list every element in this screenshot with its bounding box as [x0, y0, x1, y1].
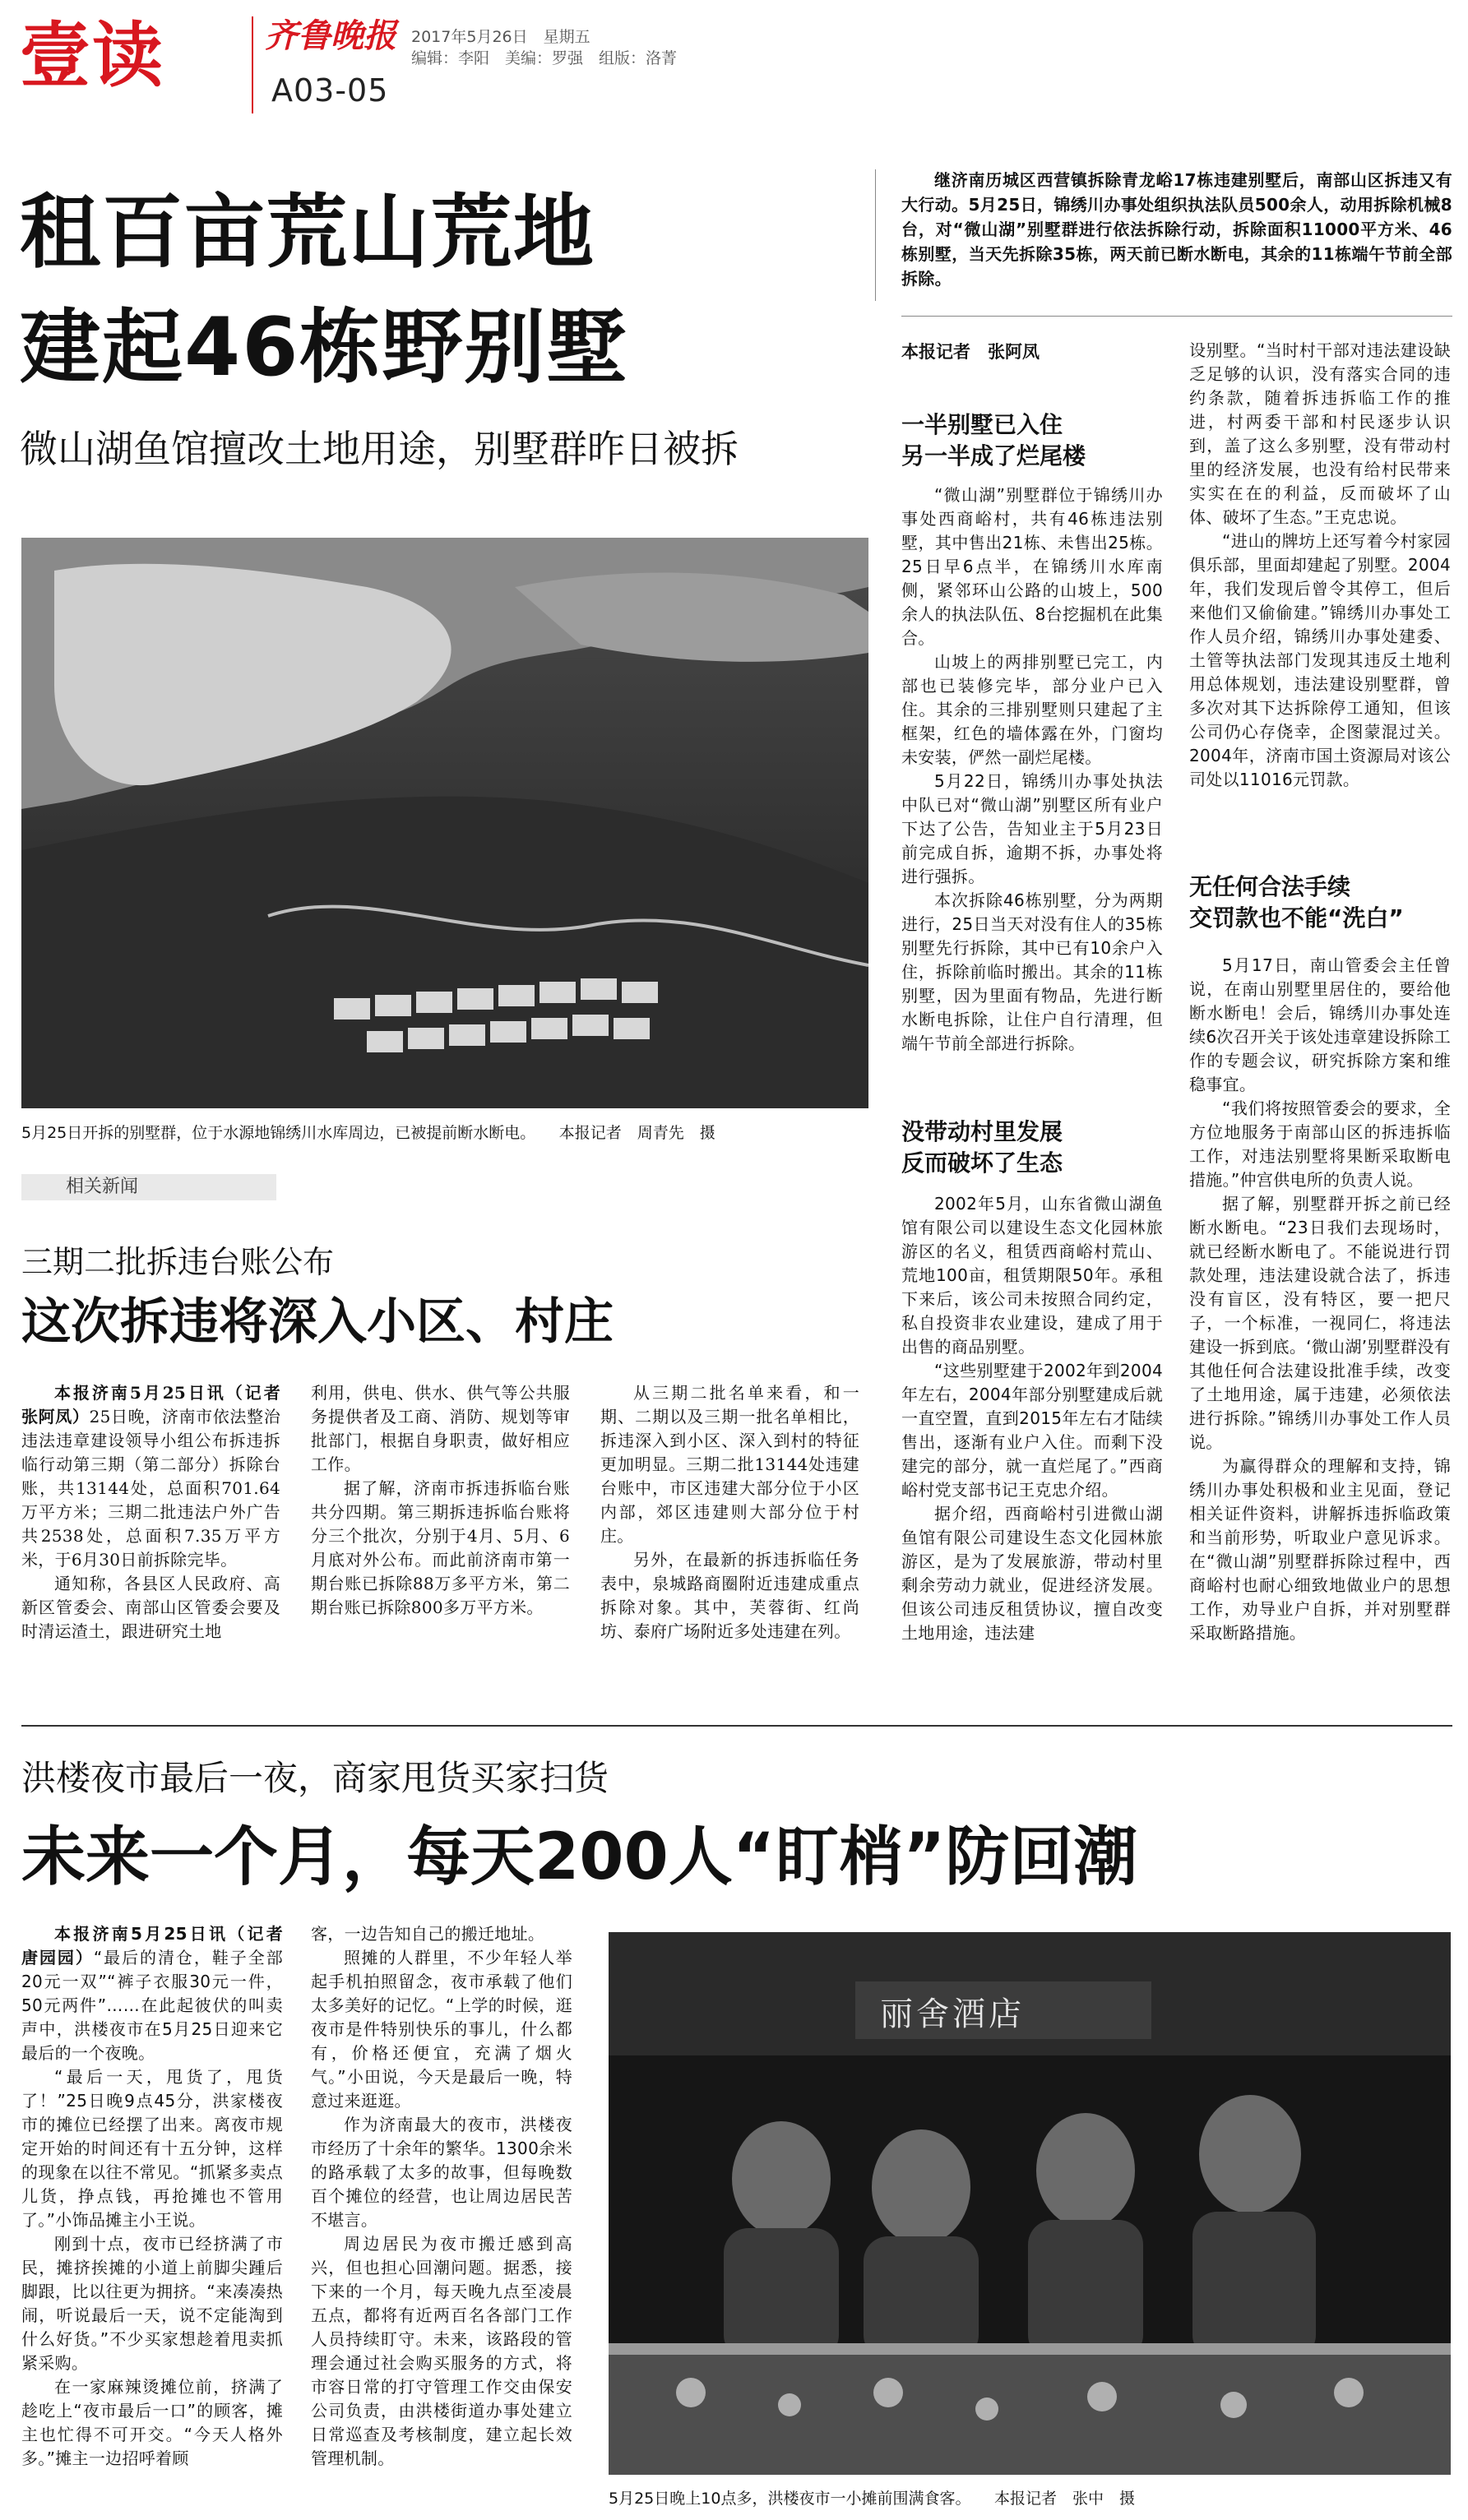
story1-col2-lower: [1189, 954, 1451, 1645]
story1-col1-lower: [901, 1192, 1163, 1645]
paragraph: 本次拆除46栋别墅，分为两期进行，25日当天对没有住人的35栋别墅先行拆除，其中已有10余户入住，拆除前临时搬出。其余的11栋别墅，因为里面有物品，先进行断水断电拆除，让住户自行清理，但端午节前全部进行拆除。: [901, 890, 1163, 1053]
paragraph: “这些别墅建于2002年到2004年左右，2004年部分别墅建成后就一直空置，直到2015年左右才陆续售出，逐渐有业户入住。而剩下没建完的部分，就一直烂尾了。”西商峪村党支部书记王克忠介绍。: [901, 1361, 1163, 1500]
paragraph: 周边居民为夜市搬迁感到高兴，但也担心回潮问题。据悉，接下来的一个月，每天晚九点至凌晨五点，都将有近两百名各部门工作人员持续盯守。未来，该路段的管理会通过社会购买服务的方式，将市容日常的打守管理工作交由保安公司负责，由洪楼街道办事处建立日常巡查及考核制度，建立起长效管理机制。: [311, 2234, 572, 2468]
story2-col2: [311, 1381, 570, 1620]
story2-headline: 这次拆违将深入小区、村庄: [21, 1293, 614, 1351]
sub1-line2: 另一半成了烂尾楼: [901, 442, 1086, 469]
story1-subhead2: [901, 1117, 1173, 1179]
lead-left-rule: [875, 169, 876, 301]
story3-col2: [311, 1922, 572, 2471]
story2-byline: 本报济南5月25日讯（记者 张阿凤）: [21, 1383, 298, 1426]
paragraph: 据了解，别墅群开拆之前已经断水断电。“23日我们去现场时，就已经断水断电了。不能说进行罚款处理，违法建设就合法了，拆违没有盲区，没有特区，要一把尺子，一个标准，一视同仁，将违法建设一拆到底。‘微山湖’别墅群没有其他任何合法建设批准手续，改变了土地用途，属于违建，必须依法进行拆除。”锦绣川办事处工作人员说。: [1189, 1194, 1451, 1452]
sub1-line1: 一半别墅已入住: [901, 411, 1063, 438]
story2-kicker: 三期二批拆违台账公布: [21, 1244, 335, 1280]
story2-col3: [600, 1381, 859, 1644]
story1-col1-upper: [901, 483, 1163, 1056]
paper-logo: 齐鲁晚报: [265, 16, 396, 55]
story1-lead: 继济南历城区西营镇拆除青龙峪17栋违建别墅后，南部山区拆违又有大行动。5月25日，锦绣川办事处组织执法队员500余人，动用拆除机械8台，对“微山湖”别墅群进行依法拆除行动，拆除面积11000平方米、46栋别墅，当天先拆除35栋，两天前已断水断电，其余的11栋端午节前全部拆除。: [901, 170, 1452, 289]
story1-col2-upper: [1189, 339, 1451, 792]
paragraph: 利用，供电、供水、供气等公共服务提供者及工商、消防、规划等审批部门，根据自身职责，做好相应工作。: [311, 1383, 570, 1474]
story1-headline-line1: 租百亩荒山荒地: [20, 186, 596, 280]
paragraph: 在一家麻辣烫摊位前，挤满了趁吃上“夜市最后一口”的顾客，摊主也忙得不可开交。“今天人格外多。”摊主一边招呼着顾: [21, 2377, 283, 2468]
story2-col1: [21, 1381, 298, 1644]
paragraph: “微山湖”别墅群位于锦绣川办事处西商峪村，共有46栋违法别墅，其中售出21栋、未售出25栋。25日早6点半，在锦绣川水库南侧，紧邻环山公路的山坡上，500余人的执法队伍、8台挖掘机在此集合。: [901, 485, 1163, 648]
story3-kicker: 洪楼夜市最后一夜，商家甩货买家扫货: [21, 1758, 609, 1798]
section-title: 壹读: [20, 15, 164, 97]
sub3-line2: 交罚款也不能“洗白”: [1189, 904, 1404, 932]
story1-headline-line2: 建起46栋野别墅: [20, 301, 629, 395]
paragraph: 山坡上的两排别墅已完工，内部也已装修完毕，部分业户已入住。其余的三排别墅则只建起了主框架，红色的墙体露在外，门窗均未安装，俨然一副烂尾楼。: [901, 652, 1163, 767]
paragraph: “最后的清仓，鞋子全部20元一双”“裤子衣服30元一件，50元两件”……在此起彼伏的叫卖声中，洪楼夜市在5月25日迎来它最后的一个夜晚。: [21, 1948, 283, 2063]
sub2-line1: 没带动村里发展: [901, 1118, 1063, 1145]
paragraph: “最后一天，甩货了，甩货了！”25日晚9点45分，洪家楼夜市的摊位已经摆了出来。离夜市规定开始的时间还有十五分钟，这样的现象在以往不常见。“抓紧多卖点儿货，挣点钱，再抢摊也不管用了。”小饰品摊主小王说。: [21, 2067, 283, 2230]
paragraph: 刚到十点，夜市已经挤满了市民，摊挤挨摊的小道上前脚尖踵后脚跟，比以往更为拥挤。“来凑凑热闹，听说最后一天，说不定能淘到什么好货。”不少买家想趁着甩卖抓紧采购。: [21, 2234, 283, 2373]
paragraph: 照摊的人群里，不少年轻人举起手机拍照留念，夜市承载了他们太多美好的记忆。“上学的时候，逛夜市是件特别快乐的事儿，什么都有，价格还便宜，充满了烟火气。”小田说，今天是最后一晚，特意过来逛逛。: [311, 1948, 572, 2111]
paragraph: 据介绍，西商峪村引进微山湖鱼馆有限公司建设生态文化园林旅游区，是为了发展旅游，带动村里剩余劳动力就业，促进经济发展。但该公司违反租赁协议，擅自改变土地用途，违法建: [901, 1504, 1163, 1643]
story1-subhead3: [1189, 872, 1461, 934]
story1-byline: 本报记者 张阿凤: [901, 342, 1040, 362]
paragraph: 为赢得群众的理解和支持，锦绣川办事处积极和业主见面，登记相关证件资料，讲解拆违拆临政策和当前形势，听取业户意见诉求。在“微山湖”别墅群拆除过程中，西商峪村也耐心细致地做业户的思想工作，劝导业户自拆，并对别墅群采取断路措施。: [1189, 1456, 1451, 1643]
photo-sign: 丽舍酒店: [880, 1995, 1025, 2033]
villa-aerial-photo: [21, 538, 868, 1108]
story3-headline: 未来一个月，每天200人“盯梢”防回潮: [21, 1820, 1138, 1894]
masthead-divider: [252, 16, 253, 113]
story1-subhead1: [901, 409, 1173, 472]
paragraph: “我们将按照管委会的要求，全方位地服务于南部山区的拆违拆临工作，对违法别墅将果断采取断电措施。”仲宫供电所的负责人说。: [1189, 1098, 1451, 1190]
paragraph: 从三期二批名单来看，和一期、二期以及三期一批名单相比，拆违深入到小区、深入到村的特征更加明显。三期二批13144处违建台账中，市区违建大部分位于小区内部，郊区违建则大部分位于村庄。: [600, 1383, 859, 1546]
story-divider: [21, 1725, 1452, 1727]
night-market-caption: 5月25日晚上10点多，洪楼夜市一小摊前围满食客。 本报记者 张中 摄: [609, 2490, 1135, 2508]
editors-line: 编辑：李阳 美编：罗强 组版：洛菁: [411, 49, 678, 67]
paragraph: “进山的牌坊上还写着今村家园俱乐部，里面却建起了别墅。2004年，我们发现后曾令其停工，但后来他们又偷偷建。”锦绣川办事处工作人员介绍，锦绣川办事处建委、土管等执法部门发现其违反土地利用总体规划，违法建设别墅群，曾多次对其下达拆除停工通知，但该公司仍心存侥幸，企图蒙混过关。2004年，济南市国土资源局对该公司处以11016元罚款。: [1189, 531, 1451, 789]
story3-col1: [21, 1922, 300, 2471]
paragraph: 2002年5月，山东省微山湖鱼馆有限公司以建设生态文化园林旅游区的名义，租赁西商峪村荒山、荒地100亩，租赁期限50年。承租下来后，该公司未按照合同约定，私自投资非农业建设，建成了用于出售的商品别墅。: [901, 1194, 1163, 1357]
paragraph: 5月22日，锦绣川办事处执法中队已对“微山湖”别墅区所有业户下达了公告，告知业主于5月23日前完成自拆，逾期不拆，办事处将进行强拆。: [901, 771, 1163, 886]
paragraph: 25日晚，济南市依法整治违法违章建设领导小组公布拆违拆临行动第三期（第二部分）拆除台账，共13144处，总面积701.64万平方米；三期二批违法户外广告共2538处，总面积7.35万平方米，于6月30日前拆除完毕。: [21, 1407, 280, 1570]
story3-byline: 本报济南5月25日讯（记者 唐园园）: [21, 1924, 300, 1967]
night-market-photo: [609, 1932, 1451, 2475]
story1-subhead: 微山湖鱼馆擅改土地用途，别墅群昨日被拆: [20, 427, 739, 471]
lead-bottom-rule: [901, 316, 1452, 317]
paragraph: 据了解，济南市拆违拆临台账共分四期。第三期拆违拆临台账将分三个批次，分别于4月、5月、6月底对外公布。而此前济南市第一期台账已拆除88万多平方米，第二期台账已拆除800多万平方米。: [311, 1478, 570, 1617]
related-news-label: 相关新闻: [21, 1174, 276, 1200]
paragraph: 客，一边告知自己的搬迁地址。: [311, 1924, 545, 1944]
paragraph: 作为济南最大的夜市，洪楼夜市经历了十余年的繁华。1300余米的路承载了太多的故事，但每晚数百个摊位的经营，也让周边居民苦不堪言。: [311, 2115, 572, 2230]
villa-photo-caption: 5月25日开拆的别墅群，位于水源地锦绣川水库周边，已被提前断水断电。 本报记者 周青先 摄: [21, 1124, 715, 1142]
page-code: A03-05: [271, 72, 389, 109]
paragraph: 另外，在最新的拆违拆临任务表中，泉城路商圈附近违建成重点拆除对象。其中，芙蓉街、红尚坊、泰府广场附近多处违建在列。: [600, 1550, 859, 1641]
sub2-line2: 反而破坏了生态: [901, 1149, 1063, 1177]
paragraph: 5月17日，南山管委会主任曾说，在南山别墅里居住的，要给他断水断电！会后，锦绣川办事处连续6次召开关于该处违章建设拆除工作的专题会议，研究拆除方案和维稳事宜。: [1189, 955, 1451, 1094]
sub3-line1: 无任何合法手续: [1189, 873, 1351, 900]
paragraph: 设别墅。“当时村干部对违法建设缺乏足够的认识，没有落实合同的违约条款，随着拆违拆临工作的推进，村两委干部和村民逐步认识到，盖了这么多别墅，没有带动村里的经济发展，也没有给村民带来实实在在的利益，反而破坏了山体、破坏了生态。”王克忠说。: [1189, 340, 1451, 527]
paragraph: 通知称，各县区人民政府、高新区管委会、南部山区管委会要及时清运渣土，跟进研究土地: [21, 1574, 280, 1641]
date-line: 2017年5月26日 星期五: [411, 28, 590, 46]
